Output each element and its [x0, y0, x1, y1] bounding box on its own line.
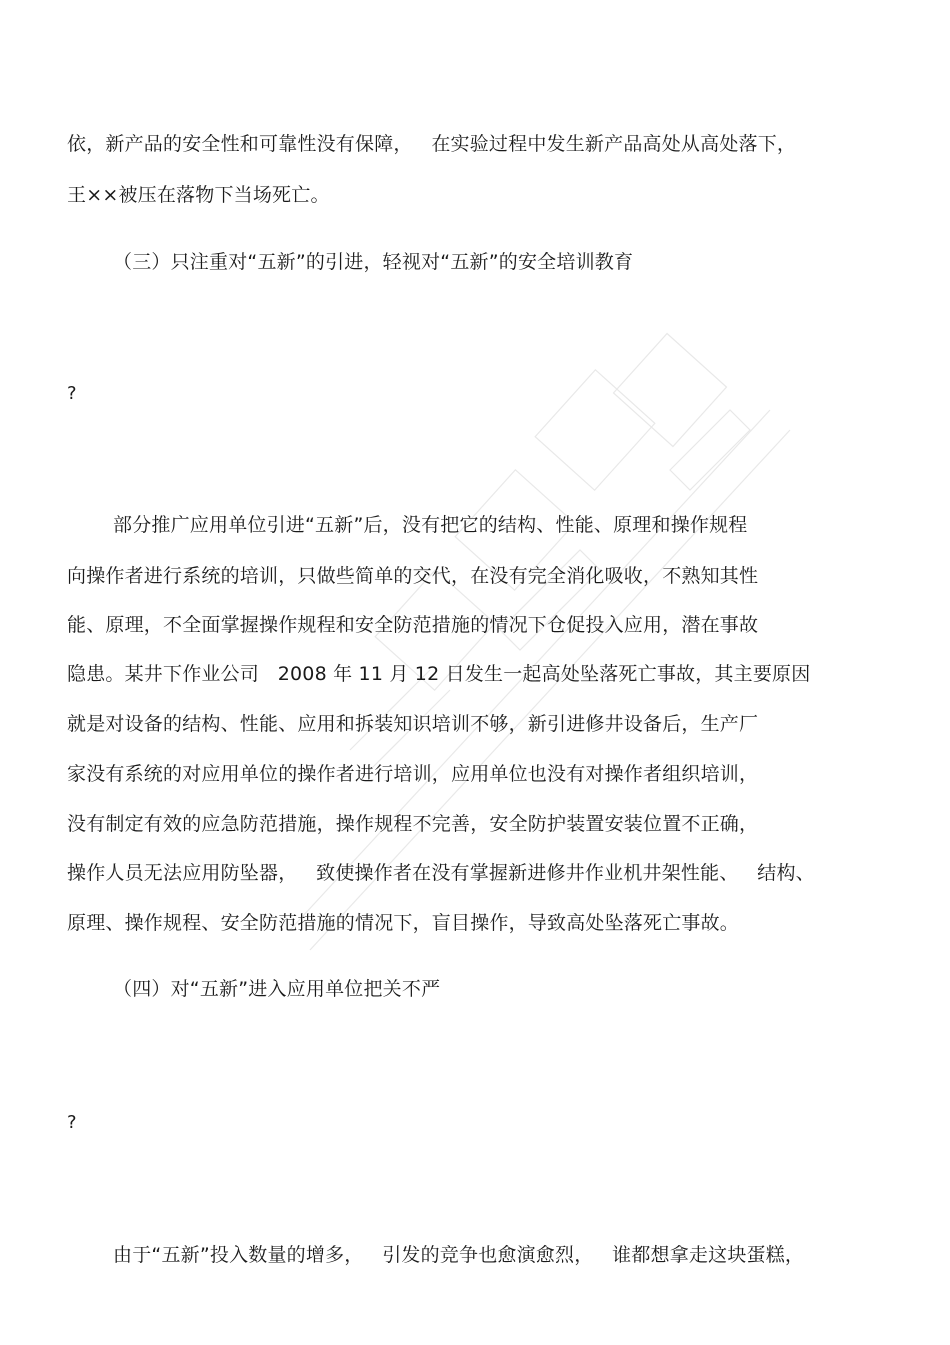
placeholder-mark: ?: [67, 1112, 77, 1133]
section-heading-4: （四）对“五新”进入应用单位把关不严: [113, 978, 441, 1000]
body-text-line: 依，新产品的安全性和可靠性没有保障， 在实验过程中发生新产品高处从高处落下，: [67, 133, 797, 155]
body-text-line: 就是对设备的结构、性能、应用和拆装知识培训不够，新引进修井设备后，生产厂: [67, 713, 759, 735]
body-text-line: 能、原理，不全面掌握操作规程和安全防范措施的情况下仓促投入应用，潜在事故: [67, 614, 759, 636]
body-text-line: 原理、操作规程、安全防范措施的情况下，盲目操作，导致高处坠落死亡事故。: [67, 912, 740, 934]
body-text-line: 操作人员无法应用防坠器， 致使操作者在没有掌握新进修井作业机井架性能、 结构、: [67, 862, 815, 884]
body-text-line: 向操作者进行系统的培训，只做些简单的交代，在没有完全消化吸收，不熟知其性: [67, 565, 759, 587]
body-text-line: 由于“五新”投入数量的增多， 引发的竞争也愈演愈烈， 谁都想拿走这块蛋糕，: [113, 1244, 805, 1266]
section-heading-3: （三）只注重对“五新”的引进，轻视对“五新”的安全培训教育: [113, 251, 634, 273]
body-text-line: 家没有系统的对应用单位的操作者进行培训，应用单位也没有对操作者组织培训，: [67, 763, 759, 785]
body-text-line: 部分推广应用单位引进“五新”后，没有把它的结构、性能、原理和操作规程: [113, 514, 748, 536]
body-text-line: 王××被压在落物下当场死亡。: [67, 184, 330, 206]
placeholder-mark: ?: [67, 383, 77, 404]
body-text-line: 没有制定有效的应急防范措施，操作规程不完善，安全防护装置安装位置不正确，: [67, 813, 759, 835]
body-text-line: 隐患。某井下作业公司 2008 年 11 月 12 日发生一起高处坠落死亡事故，其主要原因: [67, 663, 811, 685]
